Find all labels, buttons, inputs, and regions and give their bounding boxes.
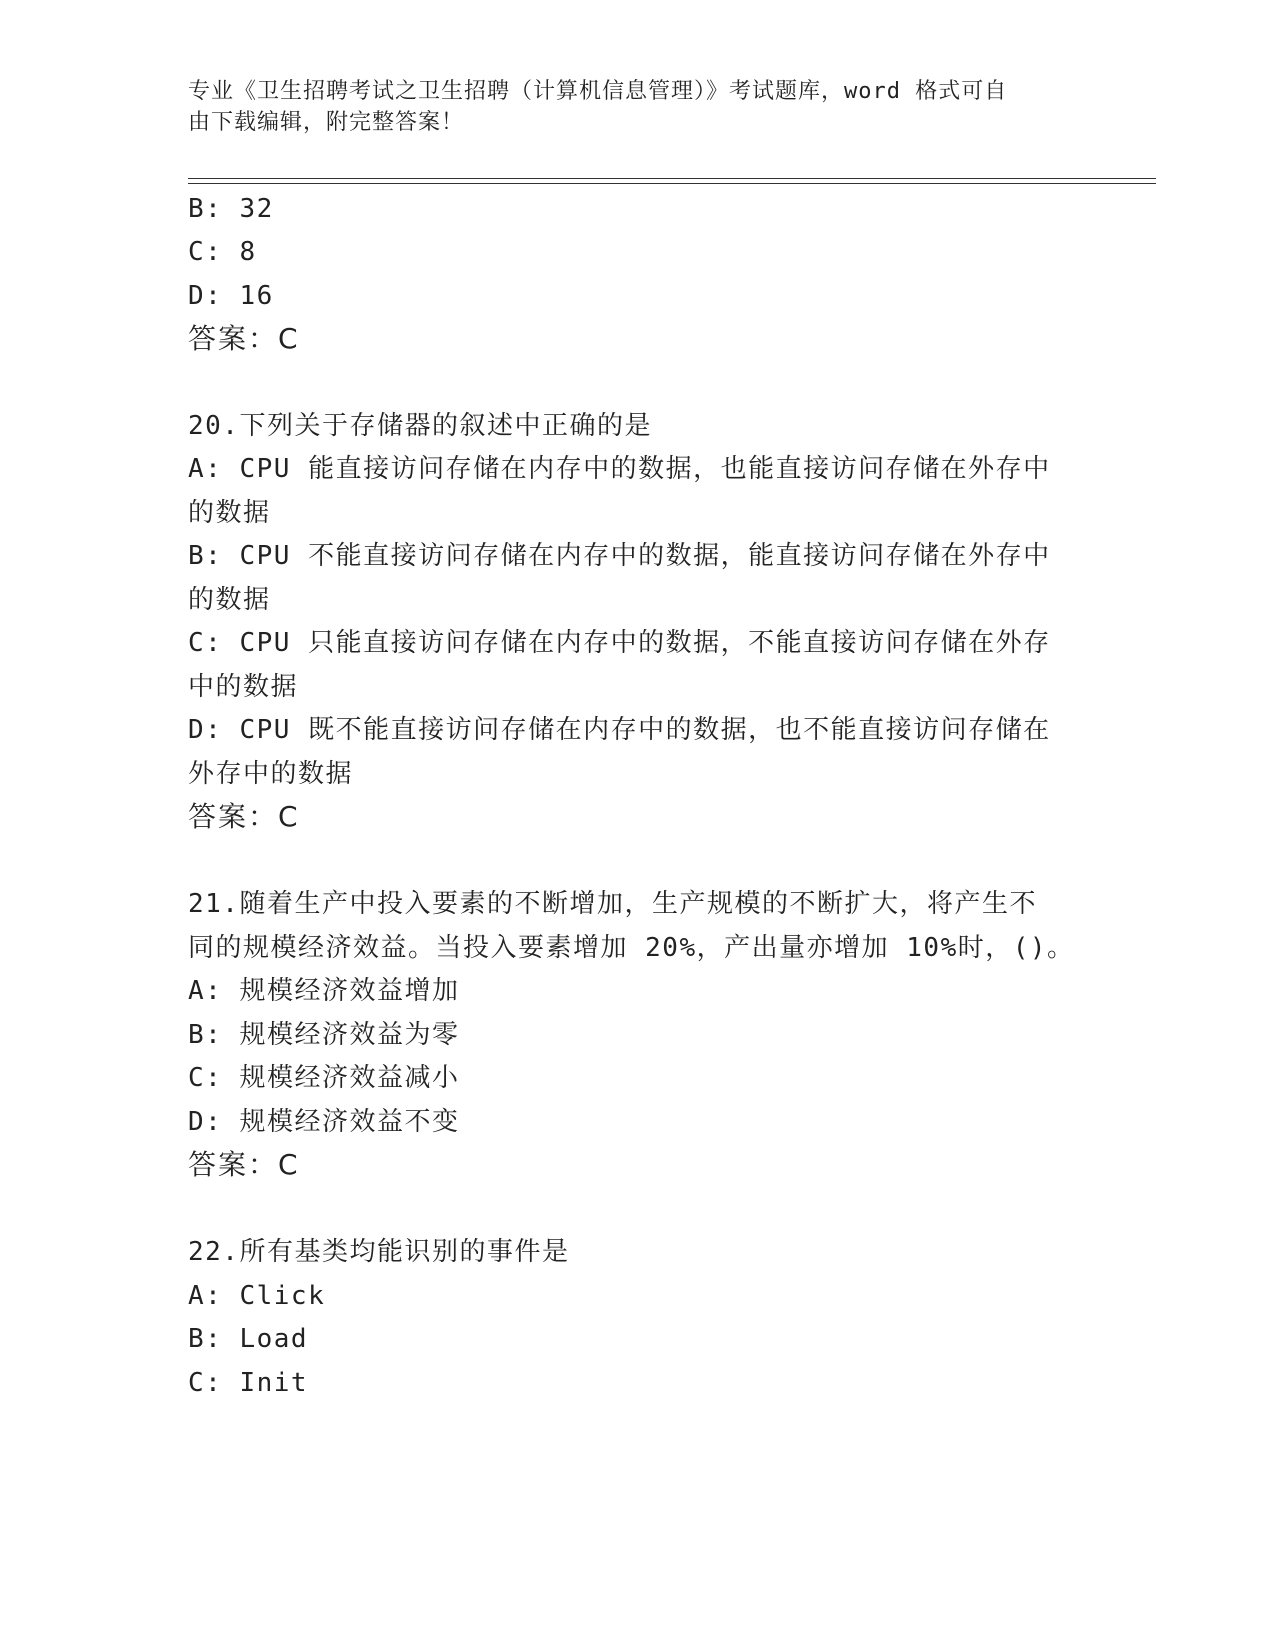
q20-option-a-line1: A: CPU 能直接访问存储在内存中的数据，也能直接访问存储在外存中 [188, 454, 1051, 484]
q20-stem: 20.下列关于存储器的叙述中正确的是 [188, 411, 652, 441]
q22-option-a: A: Click [188, 1281, 326, 1311]
header-divider-top [188, 178, 1156, 179]
q20-option-a-line2: 的数据 [188, 498, 271, 528]
prev-option-c: C: 8 [188, 237, 257, 267]
header-line-2: 由下载编辑，附完整答案！ [188, 110, 465, 135]
q21-option-b: B: 规模经济效益为零 [188, 1020, 460, 1050]
q21-stem-line2: 同的规模经济效益。当投入要素增加 20%，产出量亦增加 10%时，()。 [188, 933, 1075, 963]
q21-option-d: D: 规模经济效益不变 [188, 1107, 460, 1137]
header-divider-bottom [188, 183, 1156, 184]
q21-option-c: C: 规模经济效益减小 [188, 1063, 460, 1093]
q21-stem-line1: 21.随着生产中投入要素的不断增加，生产规模的不断扩大，将产生不 [188, 889, 1037, 919]
q22-option-c: C: Init [188, 1368, 309, 1398]
q20-option-c-line1: C: CPU 只能直接访问存储在内存中的数据，不能直接访问存储在外存 [188, 628, 1051, 658]
q20-option-c-line2: 中的数据 [188, 672, 299, 702]
q22-option-b: B: Load [188, 1324, 309, 1354]
q20-answer: 答案：C [188, 800, 300, 833]
prev-option-d: D: 16 [188, 281, 274, 311]
q20-option-b-line1: B: CPU 不能直接访问存储在内存中的数据，能直接访问存储在外存中 [188, 541, 1051, 571]
q21-answer: 答案：C [188, 1148, 300, 1181]
q22-stem: 22.所有基类均能识别的事件是 [188, 1237, 570, 1267]
document-header [188, 76, 1068, 138]
q20-option-d-line1: D: CPU 既不能直接访问存储在内存中的数据，也不能直接访问存储在 [188, 715, 1051, 745]
q20-option-d-line2: 外存中的数据 [188, 759, 354, 789]
prev-answer: 答案：C [188, 322, 300, 355]
q20-option-b-line2: 的数据 [188, 585, 271, 615]
q21-option-a: A: 规模经济效益增加 [188, 976, 460, 1006]
prev-option-b: B: 32 [188, 194, 274, 224]
header-line-1: 专业《卫生招聘考试之卫生招聘（计算机信息管理）》考试题库，word 格式可自 [188, 79, 1008, 104]
